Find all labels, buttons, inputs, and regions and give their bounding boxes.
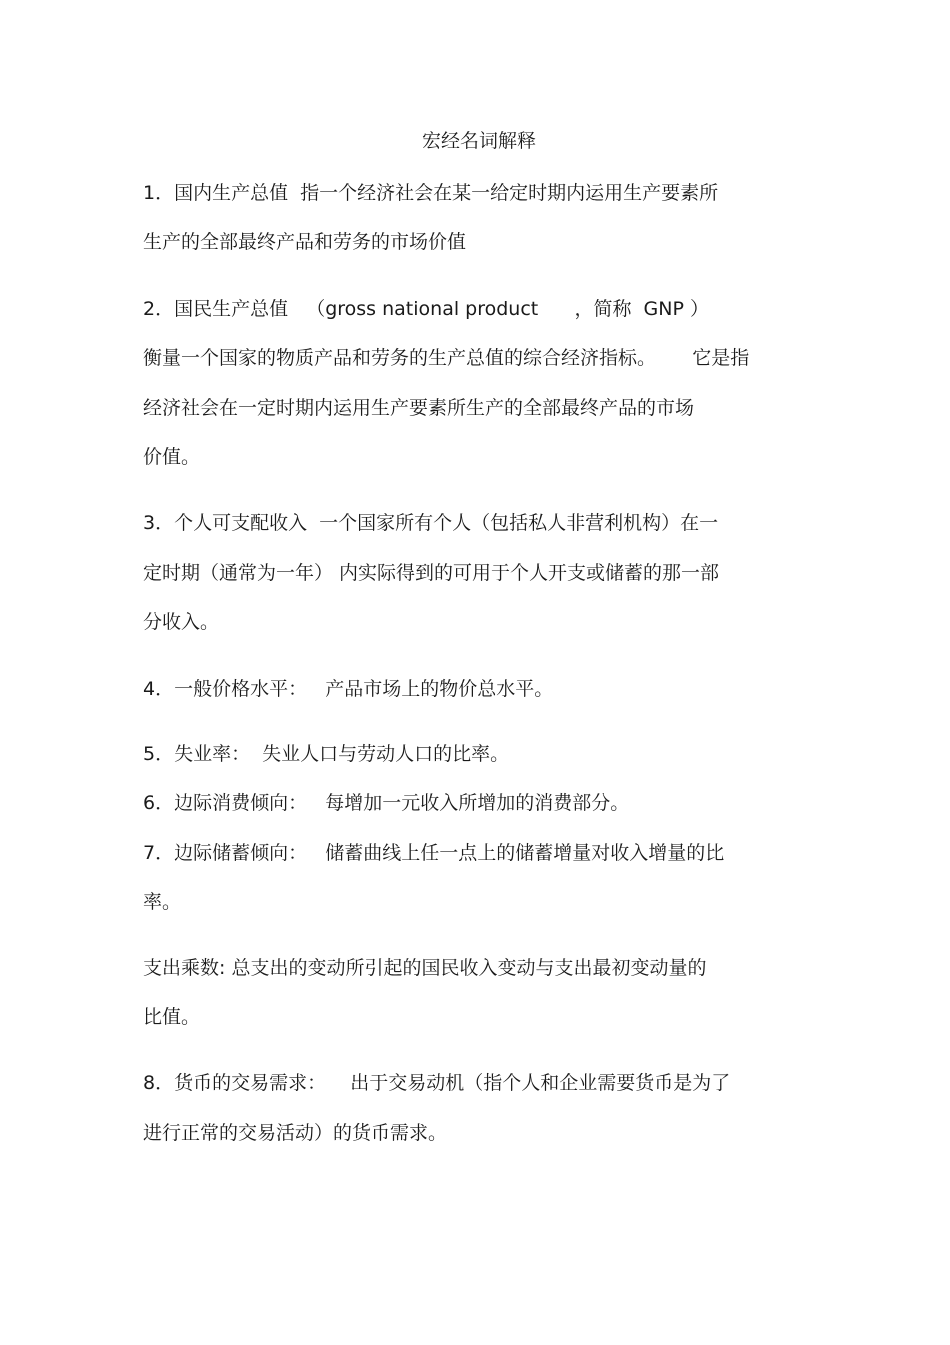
text-line: 分收入。 (143, 611, 220, 633)
text-line: 价值。 (143, 446, 201, 468)
text-line: 定时期（通常为一年） 内实际得到的可用于个人开支或储蓄的那一部 (143, 562, 720, 584)
text-line: 3．个人可支配收入 一个国家所有个人（包括私人非营利机构）在一 (143, 512, 719, 534)
text-line: 衡量一个国家的物质产品和劳务的生产总值的综合经济指标。 它是指 (143, 347, 750, 369)
text-line: 比值。 (143, 1006, 201, 1028)
text-line: 1．国内生产总值 指一个经济社会在某一给定时期内运用生产要素所 (143, 182, 719, 204)
text-line: 6．边际消费倾向： 每增加一元收入所增加的消费部分。 (143, 792, 630, 814)
text-line: 5．失业率： 失业人口与劳动人口的比率。 (143, 743, 510, 765)
text-line: 2．国民生产总值 （gross national product ，简称 GNP ） (143, 298, 709, 320)
document-title: 宏经名词解释 (421, 130, 536, 152)
text-line: 经济社会在一定时期内运用生产要素所生产的全部最终产品的市场 (143, 397, 695, 419)
text-line: 率。 (143, 891, 182, 913)
text-line: 支出乘数: 总支出的变动所引起的国民收入变动与支出最初变动量的 (143, 957, 707, 979)
text-line: 7．边际储蓄倾向： 储蓄曲线上任一点上的储蓄增量对收入增量的比 (143, 842, 725, 864)
text-line: 进行正常的交易活动）的货币需求。 (143, 1122, 448, 1144)
text-line: 4．一般价格水平： 产品市场上的物价总水平。 (143, 678, 554, 700)
text-line: 8．货币的交易需求： 出于交易动机（指个人和企业需要货币是为了 (143, 1072, 731, 1094)
text-line: 生产的全部最终产品和劳务的市场价值 (143, 231, 467, 253)
